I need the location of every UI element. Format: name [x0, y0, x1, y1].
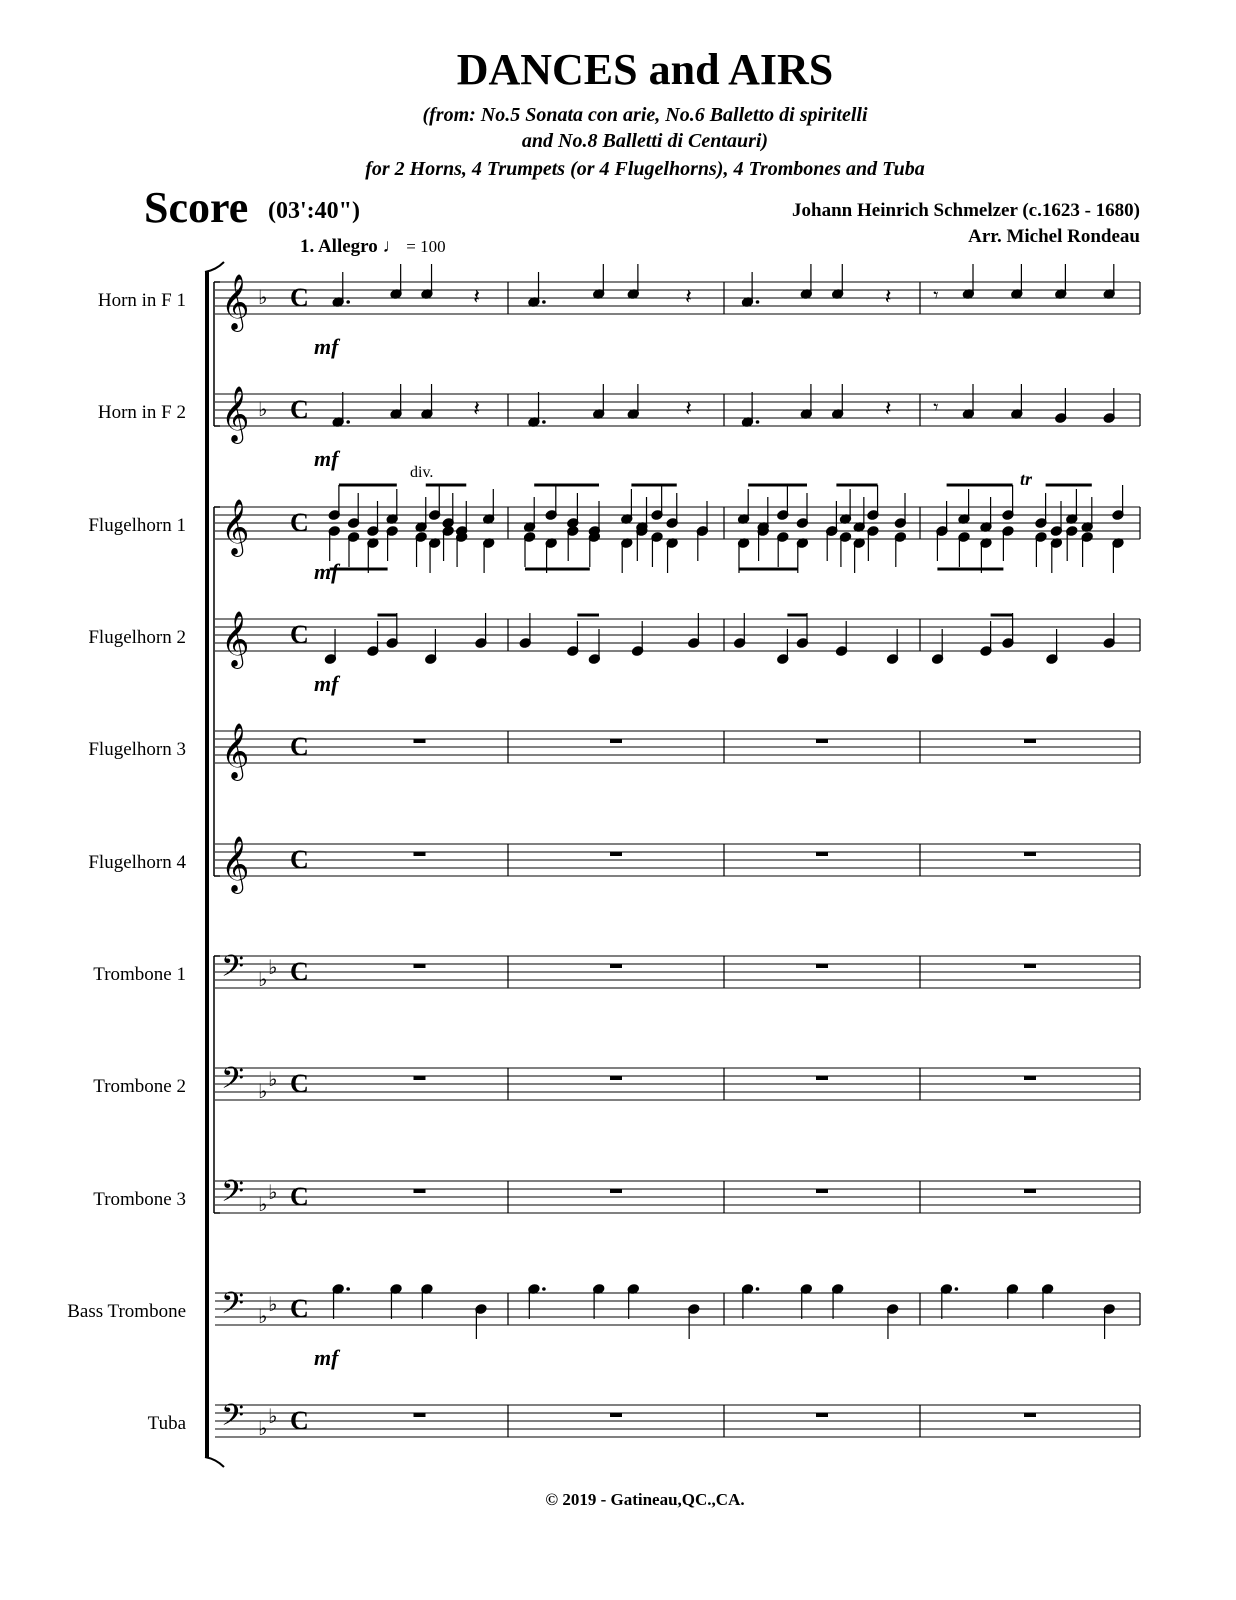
- subtitle-line-1: (from: No.5 Sonata con arie, No.6 Balletto di spiritelli: [422, 104, 868, 126]
- bracket-hook-bottom: [205, 1457, 224, 1467]
- dot: [955, 1287, 959, 1291]
- common-time-icon: C: [290, 1182, 309, 1211]
- whole-rest-icon: [816, 964, 828, 968]
- whole-rest-icon: [1024, 964, 1036, 968]
- common-time-icon: C: [290, 1406, 309, 1435]
- whole-rest-icon: [610, 1413, 622, 1417]
- treble-clef-icon: 𝄞: [221, 611, 250, 667]
- staff-1: [215, 394, 1140, 426]
- treble-clef-icon: 𝄞: [221, 386, 250, 442]
- whole-rest-icon: [1024, 1413, 1036, 1417]
- dynamic-mark: mf: [314, 334, 339, 359]
- whole-rest-icon: [1024, 852, 1036, 856]
- dot: [346, 300, 350, 304]
- movement-title: 1. Allegro: [300, 236, 378, 257]
- common-time-icon: C: [290, 1069, 309, 1098]
- key-flat-icon: ♭: [268, 1067, 278, 1091]
- dynamic-mark: mf: [314, 1345, 339, 1370]
- common-time-icon: C: [290, 1294, 309, 1323]
- staff-9: [215, 1293, 1140, 1325]
- instrument-label: Horn in F 2: [97, 402, 186, 423]
- instrument-label: Trombone 1: [93, 964, 186, 985]
- staff-7: [215, 1068, 1140, 1100]
- quarter-rest-icon: 𝄽: [884, 285, 892, 310]
- whole-rest-icon: [816, 1413, 828, 1417]
- whole-rest-icon: [610, 739, 622, 743]
- instrument-label: Bass Trombone: [67, 1301, 186, 1322]
- dot: [756, 1287, 760, 1291]
- instrument-label: Trombone 2: [93, 1076, 186, 1097]
- quarter-rest-icon: 𝄽: [685, 397, 692, 422]
- whole-rest-icon: [414, 1413, 426, 1417]
- score-label: Score: [144, 183, 249, 232]
- bass-clef-icon: 𝄢: [221, 1287, 245, 1328]
- whole-rest-icon: [414, 852, 426, 856]
- common-time-icon: C: [290, 283, 309, 312]
- divisi-annotation: div.: [410, 464, 434, 481]
- metronome-value: = 100: [406, 237, 446, 256]
- composer-credit: Johann Heinrich Schmelzer (c.1623 - 1680): [792, 200, 1140, 221]
- whole-rest-icon: [610, 852, 622, 856]
- whole-rest-icon: [414, 964, 426, 968]
- dot: [346, 1287, 350, 1291]
- quarter-rest-icon: 𝄽: [884, 397, 892, 422]
- key-flat-icon: ♭: [258, 285, 268, 309]
- staff-0: [215, 282, 1140, 314]
- key-flat-icon: ♭: [268, 955, 278, 979]
- subtitle-line-3: for 2 Horns, 4 Trumpets (or 4 Flugelhorns), 4 Trombones and Tuba: [365, 158, 925, 180]
- eighth-rest-icon: 𝄾: [933, 395, 939, 419]
- staff-3: [215, 619, 1140, 651]
- treble-clef-icon: 𝄞: [221, 274, 250, 330]
- quarter-note-icon: ♩: [382, 236, 402, 257]
- whole-rest-icon: [816, 739, 828, 743]
- common-time-icon: C: [290, 620, 309, 649]
- dot: [346, 420, 350, 424]
- key-flat-icon: ♭: [268, 1292, 278, 1316]
- whole-rest-icon: [1024, 1189, 1036, 1193]
- common-time-icon: C: [290, 732, 309, 761]
- whole-rest-icon: [414, 739, 426, 743]
- duration-label: (03':40"): [268, 198, 360, 224]
- key-flat-icon: ♭: [258, 1192, 268, 1216]
- instrument-label: Flugelhorn 3: [88, 739, 186, 760]
- whole-rest-icon: [1024, 739, 1036, 743]
- quarter-rest-icon: 𝄽: [473, 285, 480, 310]
- whole-rest-icon: [1024, 1076, 1036, 1080]
- staff-5: [215, 844, 1140, 876]
- whole-rest-icon: [414, 1189, 426, 1193]
- common-time-icon: C: [290, 957, 309, 986]
- quarter-rest-icon: 𝄽: [473, 397, 480, 422]
- whole-rest-icon: [414, 1076, 426, 1080]
- staff-10: [215, 1405, 1140, 1437]
- bracket-hook-top: [205, 262, 224, 272]
- bass-clef-icon: 𝄢: [221, 1399, 245, 1440]
- whole-rest-icon: [816, 852, 828, 856]
- key-flat-icon: ♭: [268, 1404, 278, 1428]
- instrument-label: Flugelhorn 1: [88, 515, 186, 536]
- subtitle-line-2: and No.8 Balletti di Centauri): [521, 130, 769, 152]
- bass-clef-icon: 𝄢: [221, 1062, 245, 1103]
- bass-clef-icon: 𝄢: [221, 950, 245, 991]
- instrument-label: Flugelhorn 2: [88, 627, 186, 648]
- whole-rest-icon: [610, 1189, 622, 1193]
- dot: [542, 420, 546, 424]
- instrument-label: Trombone 3: [93, 1189, 186, 1210]
- key-flat-icon: ♭: [258, 397, 268, 421]
- bass-clef-icon: 𝄢: [221, 1175, 245, 1216]
- quarter-rest-icon: 𝄽: [685, 285, 692, 310]
- treble-clef-icon: 𝄞: [221, 499, 250, 555]
- page-title: DANCES and AIRS: [456, 45, 834, 94]
- key-flat-icon: ♭: [268, 1180, 278, 1204]
- staff-4: [215, 731, 1140, 763]
- common-time-icon: C: [290, 845, 309, 874]
- copyright-footer: © 2019 - Gatineau,QC.,CA.: [545, 1490, 745, 1509]
- dynamic-mark: mf: [314, 671, 339, 696]
- dot: [756, 300, 760, 304]
- trill-annotation: tr: [1020, 469, 1033, 489]
- whole-rest-icon: [816, 1189, 828, 1193]
- key-flat-icon: ♭: [258, 1079, 268, 1103]
- whole-rest-icon: [610, 964, 622, 968]
- whole-rest-icon: [816, 1076, 828, 1080]
- treble-clef-icon: 𝄞: [221, 836, 250, 892]
- dot: [542, 300, 546, 304]
- common-time-icon: C: [290, 395, 309, 424]
- instrument-label: Horn in F 1: [97, 290, 186, 311]
- instrument-label: Tuba: [147, 1413, 186, 1434]
- key-flat-icon: ♭: [258, 967, 268, 991]
- treble-clef-icon: 𝄞: [221, 723, 250, 779]
- whole-rest-icon: [610, 1076, 622, 1080]
- dot: [756, 420, 760, 424]
- dynamic-mark: mf: [314, 446, 339, 471]
- key-flat-icon: ♭: [258, 1416, 268, 1440]
- dot: [542, 1287, 546, 1291]
- staff-6: [215, 956, 1140, 988]
- key-flat-icon: ♭: [258, 1304, 268, 1328]
- eighth-rest-icon: 𝄾: [933, 283, 939, 307]
- arranger-credit: Arr. Michel Rondeau: [968, 226, 1140, 247]
- staff-8: [215, 1181, 1140, 1213]
- instrument-label: Flugelhorn 4: [88, 852, 186, 873]
- dynamic-mark: mf: [314, 559, 339, 584]
- common-time-icon: C: [290, 508, 309, 537]
